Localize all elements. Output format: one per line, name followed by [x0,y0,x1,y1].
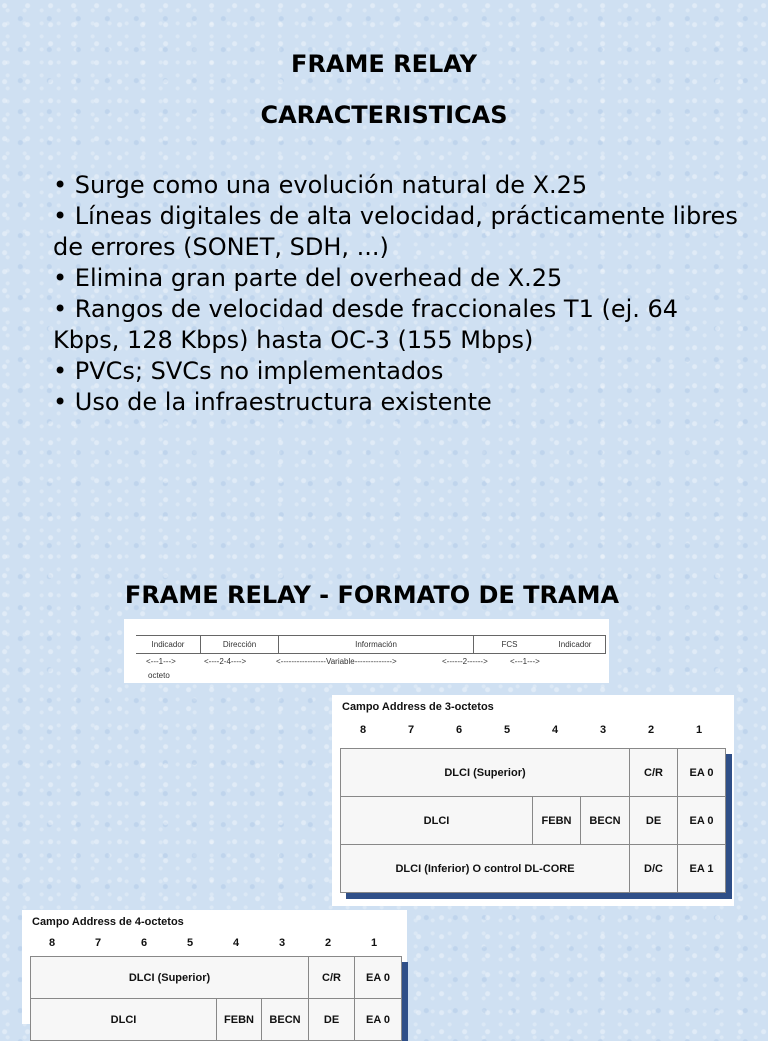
bit-number: 8 [48,937,56,949]
bit-number: 7 [94,937,102,949]
table-row [31,999,402,1041]
bit-number: 6 [140,937,148,949]
bit-number: 4 [232,937,240,949]
frame-size-label: <---1---> [510,657,540,666]
table-cell: DLCI (Superior) [341,749,630,797]
frame-field: FCS [473,636,545,653]
address-4-octets-figure [22,910,407,1024]
table-cell: EA 0 [678,797,726,845]
bit-numbers [339,724,723,736]
figure-caption: Campo Address de 4-octetos [32,916,184,928]
bit-number: 1 [695,724,703,736]
table-row [341,749,726,797]
frame-unit-label: octeto [148,671,170,680]
bit-number: 3 [278,937,286,949]
page-title: FRAME RELAY [291,50,477,78]
frame-fields-row [136,635,606,654]
table-cell: DLCI (Inferior) O control DL-CORE [341,845,630,893]
frame-size-label: <---1---> [146,657,176,666]
frame-size-label: <-----------------Variable--------------> [276,657,397,666]
table-cell: EA 0 [678,749,726,797]
bit-number: 2 [647,724,655,736]
bit-number: 1 [370,937,378,949]
bit-number: 4 [551,724,559,736]
table-row [341,797,726,845]
bullet-item: • Elimina gran parte del overhead de X.25 [53,264,563,292]
table-cell: DLCI (Superior) [31,957,309,999]
frame-size-label: <----2-4----> [204,657,247,666]
address-table [340,748,726,893]
table-cell: C/R [309,957,355,999]
table-cell: BECN [581,797,630,845]
frame-field: Información [278,636,473,653]
frame-field: Indicador [558,640,592,649]
frame-size-label: <------2------> [442,657,488,666]
table-cell: EA 0 [355,957,402,999]
table-row [31,957,402,999]
table-row [341,845,726,893]
table-cell: FEBN [533,797,581,845]
table-cell: DLCI [31,999,217,1041]
bullet-item: • PVCs; SVCs no implementados [53,357,444,385]
bullet-item: • Surge como una evolución natural de X.25 [53,171,588,199]
format-title: FRAME RELAY - FORMATO DE TRAMA [124,581,620,609]
bit-number: 8 [359,724,367,736]
bullet-list [53,170,743,418]
section-subtitle: CARACTERISTICAS [260,101,508,129]
bullet-item: • Rangos de velocidad desde fraccionales T1 (ej. 64 Kbps, 128 Kbps) hasta OC-3 (155 Mbps) [53,295,679,354]
bullet-item: • Uso de la infraestructura existente [53,388,492,416]
address-3-octets-figure [332,695,734,906]
table-cell: BECN [262,999,309,1041]
frame-field: Indicador [151,640,185,649]
bit-number: 3 [599,724,607,736]
table-cell: EA 0 [355,999,402,1041]
table-cell: DE [309,999,355,1041]
bullet-item: • Líneas digitales de alta velocidad, prácticamente libres de errores (SONET, SDH, ...) [53,202,738,261]
table-cell: DE [630,797,678,845]
table-cell: D/C [630,845,678,893]
bit-numbers [29,937,397,949]
table-cell: EA 1 [678,845,726,893]
bit-number: 5 [186,937,194,949]
bit-number: 5 [503,724,511,736]
address-table [30,956,402,1041]
table-cell: C/R [630,749,678,797]
bit-number: 7 [407,724,415,736]
bit-number: 2 [324,937,332,949]
bit-number: 6 [455,724,463,736]
figure-caption: Campo Address de 3-octetos [342,701,494,713]
table-cell: DLCI [341,797,533,845]
frame-format-diagram [124,619,609,683]
table-cell: FEBN [217,999,262,1041]
frame-field: Dirección [200,636,278,653]
